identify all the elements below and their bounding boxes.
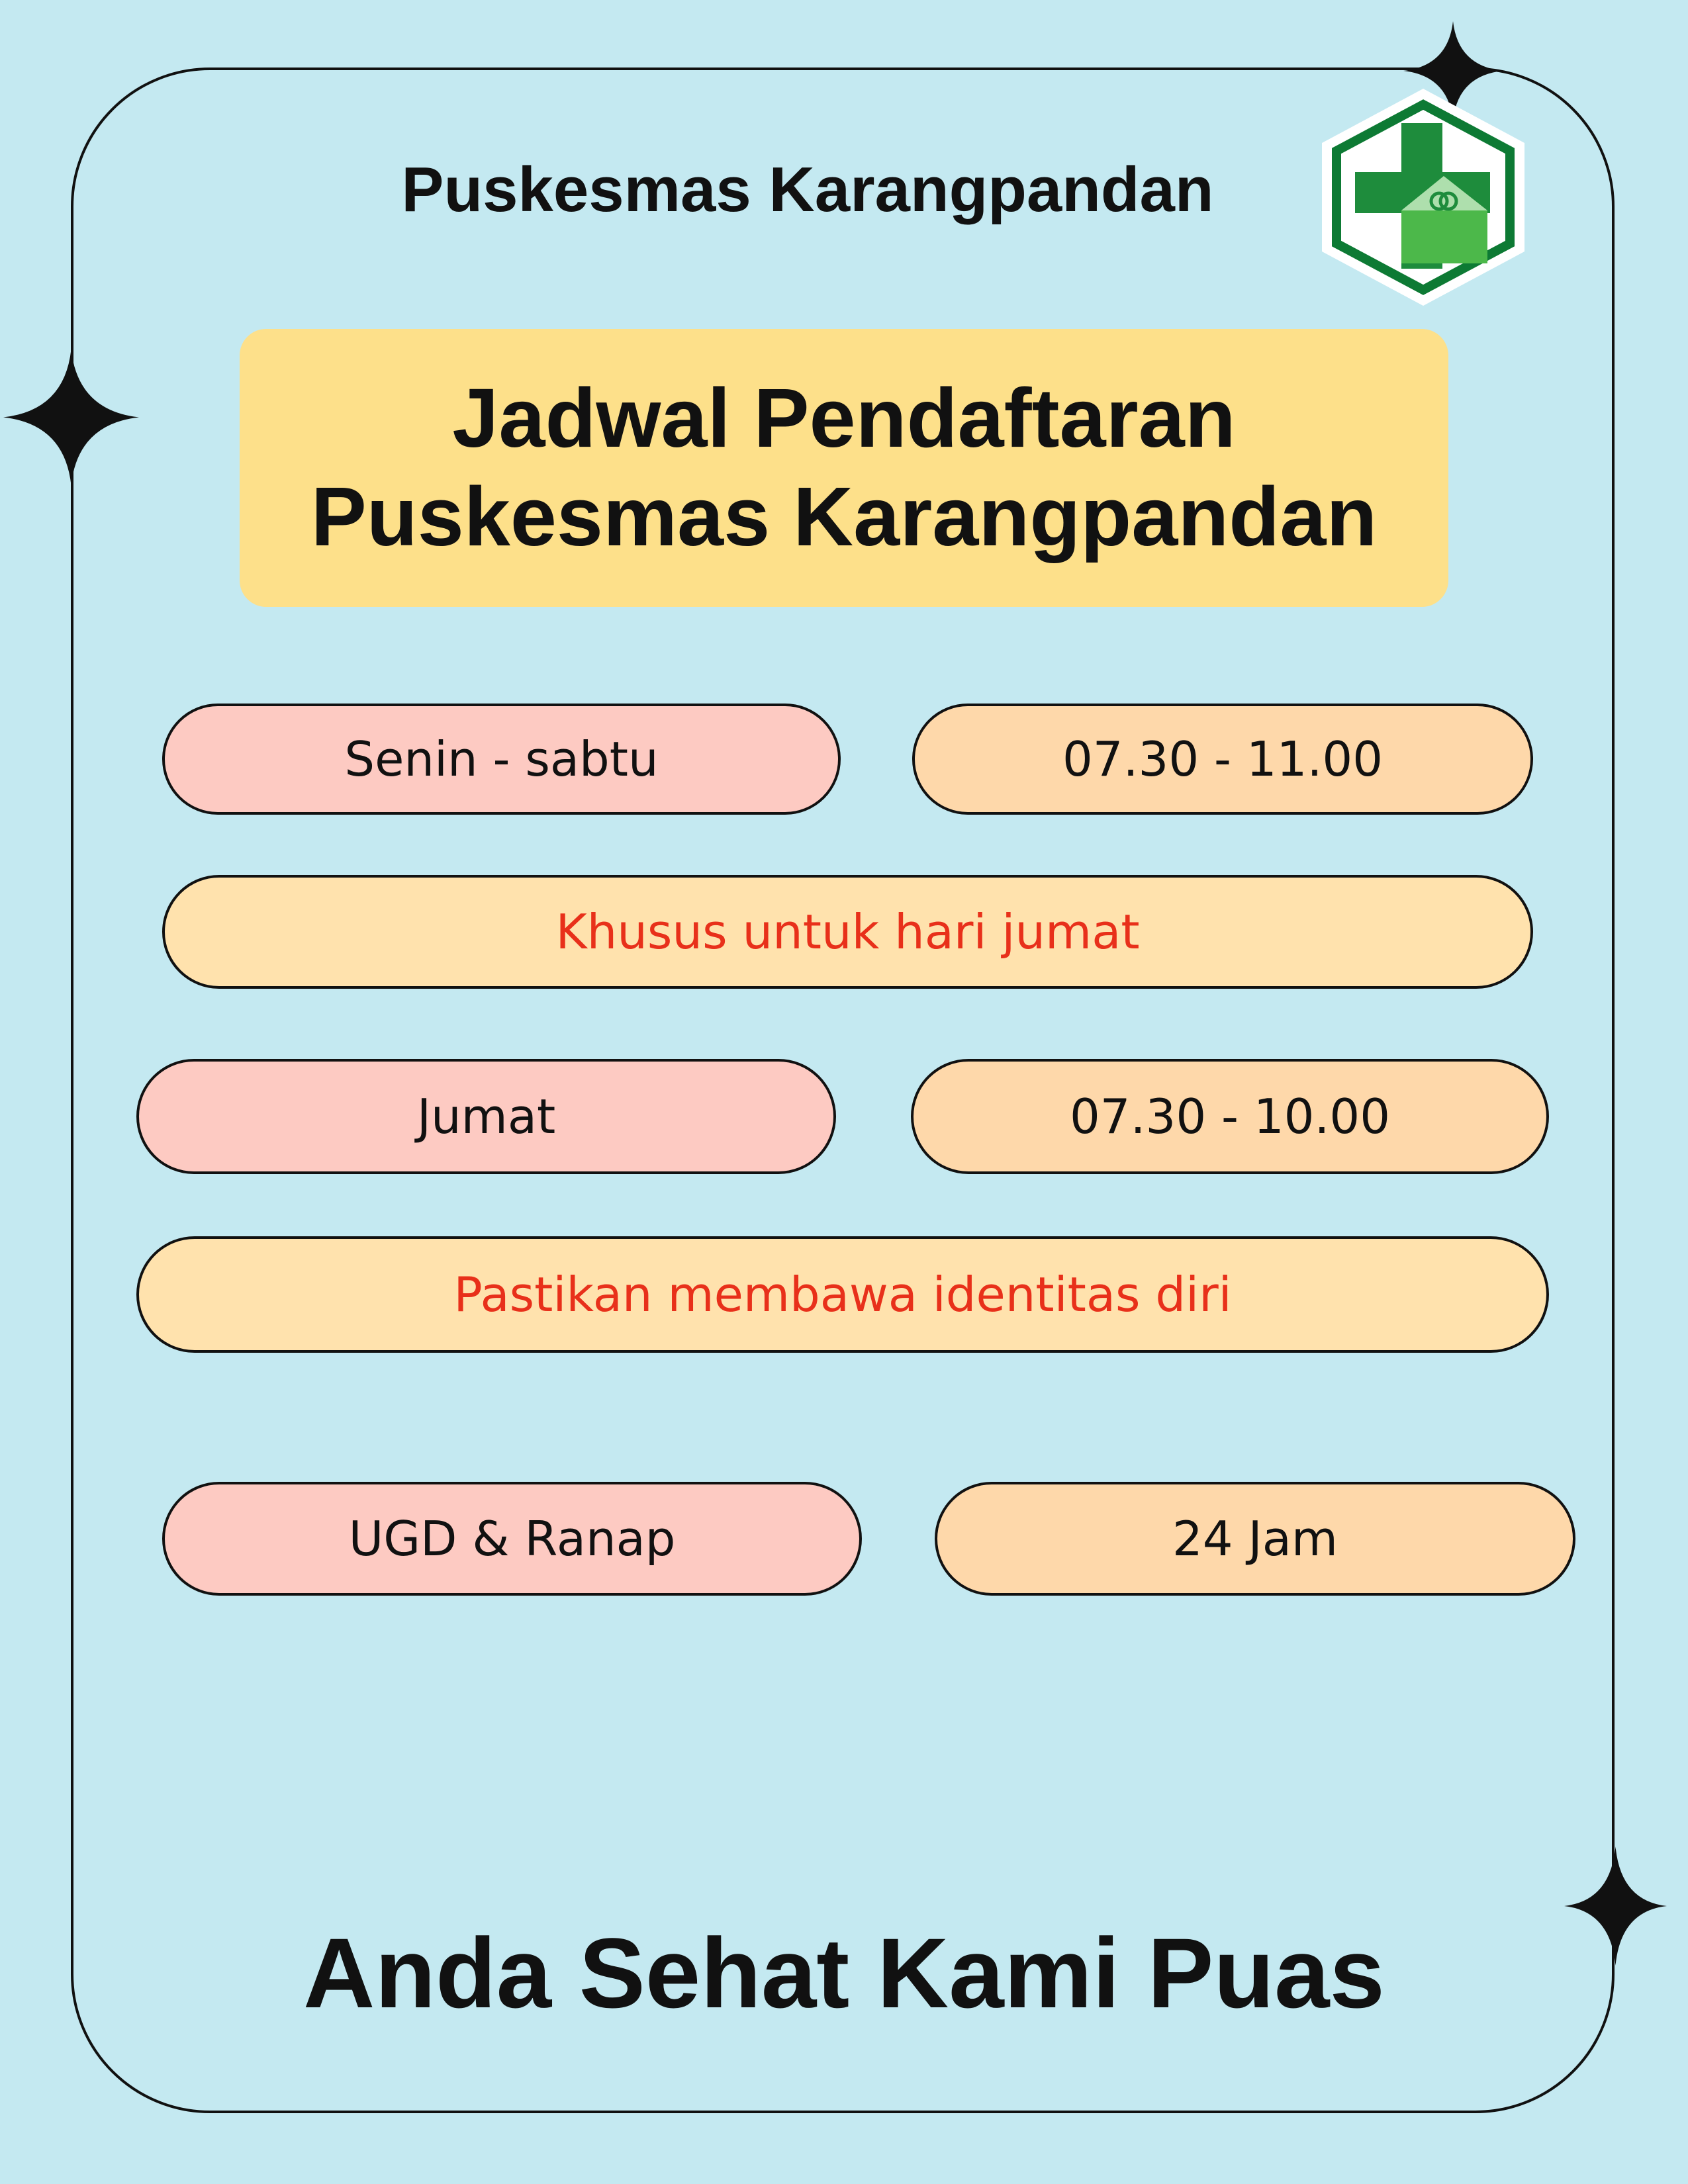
header-title: Puskesmas Karangpandan xyxy=(401,154,1214,225)
puskesmas-logo-icon xyxy=(1314,85,1532,310)
footer-tagline: Anda Sehat Kami Puas xyxy=(303,1917,1385,2028)
schedule-title-box xyxy=(240,329,1448,607)
friday-note-pill: Khusus untuk hari jumat xyxy=(162,875,1533,989)
id-note-pill: Pastikan membawa identitas diri xyxy=(136,1236,1549,1353)
emergency-hours-pill: 24 Jam xyxy=(935,1482,1575,1596)
title-line-2: Puskesmas Karangpandan xyxy=(310,470,1378,563)
sparkle-icon xyxy=(3,349,139,485)
friday-hours-pill: 07.30 - 10.00 xyxy=(911,1059,1549,1174)
weekday-label-pill: Senin - sabtu xyxy=(162,704,841,815)
title-line-1: Jadwal Pendaftaran xyxy=(452,371,1236,465)
emergency-label-pill: UGD & Ranap xyxy=(162,1482,862,1596)
weekday-hours-pill: 07.30 - 11.00 xyxy=(912,704,1533,815)
sparkle-icon xyxy=(1564,1846,1667,1966)
friday-label-pill: Jumat xyxy=(136,1059,836,1174)
